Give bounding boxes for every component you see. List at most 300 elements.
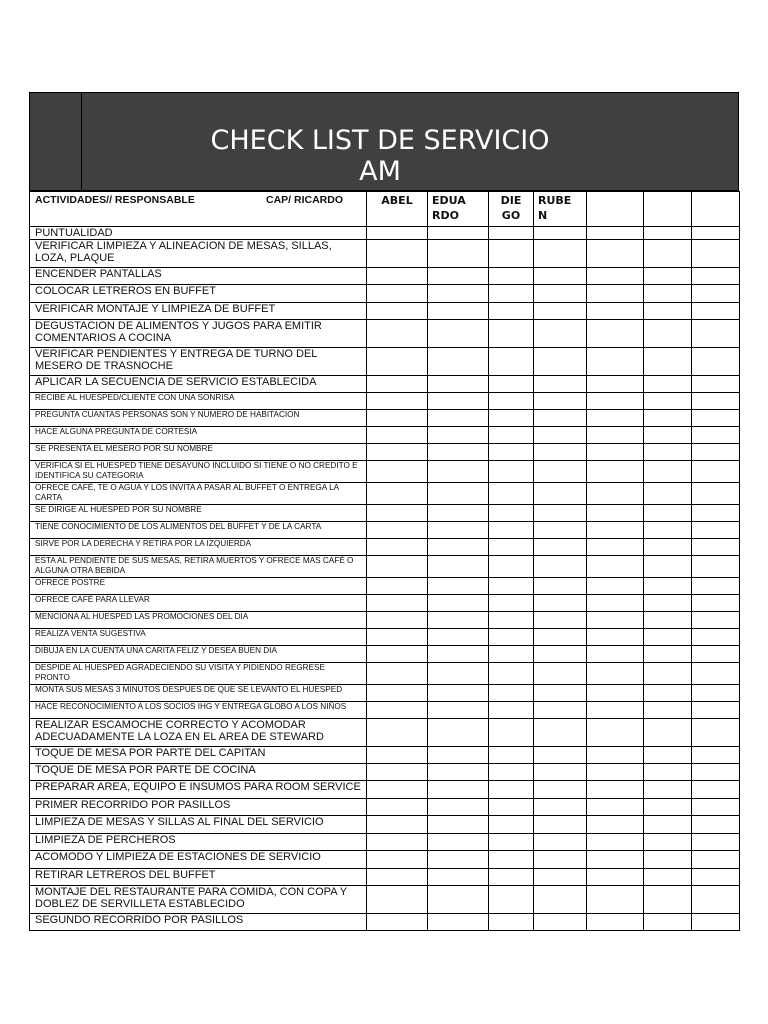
check-cell[interactable] (534, 869, 587, 886)
check-cell[interactable] (489, 834, 534, 851)
check-cell[interactable] (534, 505, 587, 522)
table-row (30, 595, 740, 612)
check-cell[interactable] (587, 719, 644, 747)
table-row (30, 376, 740, 393)
check-cell[interactable] (587, 764, 644, 781)
check-cell[interactable] (644, 747, 692, 764)
check-cell[interactable] (692, 702, 740, 719)
check-cell[interactable] (534, 348, 587, 376)
check-cell[interactable] (587, 227, 644, 240)
check-cell[interactable] (644, 285, 692, 303)
check-cell[interactable] (534, 320, 587, 348)
activity-cell: SIRVE POR LA DERECHA Y RETIRA POR LA IZQUIERDA (30, 539, 367, 556)
check-cell[interactable] (367, 268, 428, 285)
check-cell[interactable] (367, 285, 428, 303)
check-cell[interactable] (692, 663, 740, 685)
table-row (30, 869, 740, 886)
check-cell[interactable] (489, 268, 534, 285)
check-cell[interactable] (489, 522, 534, 539)
check-cell[interactable] (692, 285, 740, 303)
check-cell[interactable] (692, 764, 740, 781)
check-cell[interactable] (489, 410, 534, 427)
checklist-table (29, 191, 740, 931)
check-cell[interactable] (644, 886, 692, 914)
check-cell[interactable] (489, 764, 534, 781)
check-cell[interactable] (644, 629, 692, 646)
check-cell[interactable] (692, 851, 740, 869)
table-row (30, 663, 740, 685)
check-cell[interactable] (367, 816, 428, 834)
check-cell[interactable] (692, 539, 740, 556)
check-cell[interactable] (367, 834, 428, 851)
activity-cell: LIMPIEZA DE PERCHEROS (30, 834, 367, 851)
check-cell[interactable] (489, 869, 534, 886)
check-cell[interactable] (428, 348, 489, 376)
check-cell[interactable] (428, 285, 489, 303)
check-cell[interactable] (692, 869, 740, 886)
check-cell[interactable] (692, 646, 740, 663)
check-cell[interactable] (587, 483, 644, 505)
check-cell[interactable] (692, 348, 740, 376)
check-cell[interactable] (692, 595, 740, 612)
check-cell[interactable] (428, 303, 489, 320)
check-cell[interactable] (587, 556, 644, 578)
check-cell[interactable] (644, 539, 692, 556)
check-cell[interactable] (644, 834, 692, 851)
check-cell[interactable] (428, 595, 489, 612)
check-cell[interactable] (489, 556, 534, 578)
table-row (30, 764, 740, 781)
check-cell[interactable] (692, 393, 740, 410)
check-cell[interactable] (534, 702, 587, 719)
table-row (30, 427, 740, 444)
check-cell[interactable] (489, 227, 534, 240)
check-cell[interactable] (644, 719, 692, 747)
check-cell[interactable] (367, 303, 428, 320)
check-cell[interactable] (587, 320, 644, 348)
check-cell[interactable] (534, 595, 587, 612)
activity-cell: VERIFICAR PENDIENTES Y ENTREGA DE TURNO DEL MESERO DE TRASNOCHE (30, 348, 367, 376)
check-cell[interactable] (692, 886, 740, 914)
check-cell[interactable] (692, 719, 740, 747)
check-cell[interactable] (692, 444, 740, 461)
check-cell[interactable] (587, 702, 644, 719)
check-cell[interactable] (534, 578, 587, 595)
check-cell[interactable] (367, 914, 428, 931)
check-cell[interactable] (692, 578, 740, 595)
check-cell[interactable] (428, 461, 489, 483)
check-cell[interactable] (692, 834, 740, 851)
table-row (30, 285, 740, 303)
check-cell[interactable] (644, 685, 692, 702)
check-cell[interactable] (489, 646, 534, 663)
check-cell[interactable] (587, 393, 644, 410)
check-cell[interactable] (367, 505, 428, 522)
check-cell[interactable] (692, 268, 740, 285)
activity-cell: VERIFICA SI EL HUESPED TIENE DESAYUNO INCLUIDO SI TIENE O NO CREDITO E IDENTIFICA SU CATEGORIA (30, 461, 367, 483)
check-cell[interactable] (644, 595, 692, 612)
check-cell[interactable] (534, 663, 587, 685)
check-cell[interactable] (534, 393, 587, 410)
check-cell[interactable] (534, 444, 587, 461)
check-cell[interactable] (428, 539, 489, 556)
check-cell[interactable] (692, 410, 740, 427)
check-cell[interactable] (489, 539, 534, 556)
check-cell[interactable] (428, 227, 489, 240)
check-cell[interactable] (692, 376, 740, 393)
check-cell[interactable] (367, 799, 428, 816)
check-cell[interactable] (587, 522, 644, 539)
check-cell[interactable] (489, 393, 534, 410)
check-cell[interactable] (428, 427, 489, 444)
check-cell[interactable] (644, 240, 692, 268)
check-cell[interactable] (489, 747, 534, 764)
check-cell[interactable] (489, 505, 534, 522)
check-cell[interactable] (534, 851, 587, 869)
check-cell[interactable] (692, 747, 740, 764)
check-cell[interactable] (489, 719, 534, 747)
check-cell[interactable] (534, 764, 587, 781)
check-cell[interactable] (367, 393, 428, 410)
check-cell[interactable] (428, 886, 489, 914)
check-cell[interactable] (644, 505, 692, 522)
check-cell[interactable] (644, 764, 692, 781)
check-cell[interactable] (644, 851, 692, 869)
check-cell[interactable] (587, 376, 644, 393)
check-cell[interactable] (534, 556, 587, 578)
check-cell[interactable] (489, 886, 534, 914)
check-cell[interactable] (428, 914, 489, 931)
check-cell[interactable] (534, 781, 587, 799)
check-cell[interactable] (428, 702, 489, 719)
check-cell[interactable] (587, 646, 644, 663)
check-cell[interactable] (534, 240, 587, 268)
check-cell[interactable] (534, 799, 587, 816)
check-cell[interactable] (428, 747, 489, 764)
check-cell[interactable] (534, 227, 587, 240)
check-cell[interactable] (644, 816, 692, 834)
check-cell[interactable] (644, 227, 692, 240)
check-cell[interactable] (587, 539, 644, 556)
check-cell[interactable] (534, 539, 587, 556)
check-cell[interactable] (367, 376, 428, 393)
check-cell[interactable] (644, 612, 692, 629)
check-cell[interactable] (367, 595, 428, 612)
check-cell[interactable] (644, 646, 692, 663)
check-cell[interactable] (587, 685, 644, 702)
check-cell[interactable] (587, 285, 644, 303)
check-cell[interactable] (692, 685, 740, 702)
check-cell[interactable] (587, 444, 644, 461)
check-cell[interactable] (644, 444, 692, 461)
captain-header: CAP/ RICARDO (266, 194, 344, 206)
check-cell[interactable] (428, 834, 489, 851)
check-cell[interactable] (644, 522, 692, 539)
check-cell[interactable] (489, 427, 534, 444)
check-cell[interactable] (489, 799, 534, 816)
check-cell[interactable] (367, 410, 428, 427)
check-cell[interactable] (534, 646, 587, 663)
check-cell[interactable] (367, 663, 428, 685)
check-cell[interactable] (587, 886, 644, 914)
check-cell[interactable] (428, 522, 489, 539)
check-cell[interactable] (534, 747, 587, 764)
check-cell[interactable] (428, 799, 489, 816)
check-cell[interactable] (587, 612, 644, 629)
check-cell[interactable] (367, 427, 428, 444)
check-cell[interactable] (489, 663, 534, 685)
check-cell[interactable] (367, 646, 428, 663)
check-cell[interactable] (428, 268, 489, 285)
check-cell[interactable] (692, 612, 740, 629)
activity-cell: REALIZAR ESCAMOCHE CORRECTO Y ACOMODAR ADECUADAMENTE LA LOZA EN EL AREA DE STEWARD (30, 719, 367, 747)
check-cell[interactable] (587, 747, 644, 764)
check-cell[interactable] (428, 629, 489, 646)
check-cell[interactable] (587, 629, 644, 646)
check-cell[interactable] (428, 578, 489, 595)
activity-cell: ACOMODO Y LIMPIEZA DE ESTACIONES DE SERVICIO (30, 851, 367, 869)
check-cell[interactable] (644, 914, 692, 931)
check-cell[interactable] (534, 376, 587, 393)
check-cell[interactable] (489, 461, 534, 483)
check-cell[interactable] (644, 348, 692, 376)
check-cell[interactable] (367, 539, 428, 556)
table-row (30, 685, 740, 702)
check-cell[interactable] (367, 483, 428, 505)
check-cell[interactable] (428, 685, 489, 702)
check-cell[interactable] (428, 240, 489, 268)
check-cell[interactable] (489, 578, 534, 595)
check-cell[interactable] (534, 410, 587, 427)
check-cell[interactable] (587, 663, 644, 685)
check-cell[interactable] (587, 914, 644, 931)
check-cell[interactable] (692, 799, 740, 816)
check-cell[interactable] (644, 268, 692, 285)
check-cell[interactable] (534, 719, 587, 747)
check-cell[interactable] (489, 285, 534, 303)
check-cell[interactable] (367, 461, 428, 483)
check-cell[interactable] (428, 764, 489, 781)
check-cell[interactable] (367, 444, 428, 461)
check-cell[interactable] (587, 427, 644, 444)
activities-header-label: ACTIVIDADES// RESPONSABLE (35, 194, 195, 206)
activity-cell: DESPIDE AL HUESPED AGRADECIENDO SU VISITA Y PIDIENDO REGRESE PRONTO (30, 663, 367, 685)
check-cell[interactable] (587, 461, 644, 483)
check-cell[interactable] (428, 869, 489, 886)
check-cell[interactable] (587, 851, 644, 869)
check-cell[interactable] (587, 781, 644, 799)
check-cell[interactable] (367, 320, 428, 348)
check-cell[interactable] (644, 303, 692, 320)
check-cell[interactable] (367, 348, 428, 376)
check-cell[interactable] (489, 240, 534, 268)
table-row (30, 522, 740, 539)
check-cell[interactable] (428, 444, 489, 461)
check-cell[interactable] (534, 629, 587, 646)
check-cell[interactable] (644, 799, 692, 816)
check-cell[interactable] (587, 595, 644, 612)
check-cell[interactable] (428, 719, 489, 747)
check-cell[interactable] (489, 320, 534, 348)
check-cell[interactable] (428, 612, 489, 629)
check-cell[interactable] (367, 240, 428, 268)
check-cell[interactable] (644, 578, 692, 595)
check-cell[interactable] (428, 393, 489, 410)
check-cell[interactable] (692, 629, 740, 646)
check-cell[interactable] (428, 376, 489, 393)
table-row (30, 240, 740, 268)
check-cell[interactable] (367, 578, 428, 595)
table-row (30, 851, 740, 869)
check-cell[interactable] (692, 505, 740, 522)
check-cell[interactable] (489, 781, 534, 799)
check-cell[interactable] (587, 505, 644, 522)
check-cell[interactable] (489, 685, 534, 702)
check-cell[interactable] (534, 914, 587, 931)
check-cell[interactable] (367, 629, 428, 646)
check-cell[interactable] (534, 834, 587, 851)
activity-cell: OFRECE CAFÉ PARA LLEVAR (30, 595, 367, 612)
check-cell[interactable] (534, 522, 587, 539)
table-row (30, 914, 740, 931)
check-cell[interactable] (367, 685, 428, 702)
check-cell[interactable] (692, 522, 740, 539)
check-cell[interactable] (587, 240, 644, 268)
check-cell[interactable] (367, 556, 428, 578)
check-cell[interactable] (428, 483, 489, 505)
check-cell[interactable] (587, 799, 644, 816)
check-cell[interactable] (534, 285, 587, 303)
check-cell[interactable] (367, 764, 428, 781)
table-row (30, 320, 740, 348)
check-cell[interactable] (644, 461, 692, 483)
check-cell[interactable] (428, 816, 489, 834)
check-cell[interactable] (644, 483, 692, 505)
check-cell[interactable] (367, 851, 428, 869)
activity-cell: MONTAJE DEL RESTAURANTE PARA COMIDA, CON COPA Y DOBLEZ DE SERVILLETA ESTABLECIDO (30, 886, 367, 914)
check-cell[interactable] (428, 320, 489, 348)
check-cell[interactable] (587, 869, 644, 886)
check-cell[interactable] (428, 851, 489, 869)
check-cell[interactable] (534, 612, 587, 629)
check-cell[interactable] (534, 886, 587, 914)
check-cell[interactable] (692, 781, 740, 799)
table-row (30, 303, 740, 320)
check-cell[interactable] (489, 629, 534, 646)
activity-cell: RECIBE AL HUESPED/CLIENTE CON UNA SONRISA (30, 393, 367, 410)
check-cell[interactable] (534, 816, 587, 834)
check-cell[interactable] (367, 747, 428, 764)
check-cell[interactable] (489, 483, 534, 505)
check-cell[interactable] (367, 702, 428, 719)
check-cell[interactable] (367, 886, 428, 914)
check-cell[interactable] (692, 914, 740, 931)
check-cell[interactable] (692, 556, 740, 578)
activity-cell: APLICAR LA SECUENCIA DE SERVICIO ESTABLECIDA (30, 376, 367, 393)
table-row (30, 539, 740, 556)
check-cell[interactable] (489, 851, 534, 869)
check-cell[interactable] (367, 781, 428, 799)
activity-cell: PRIMER RECORRIDO POR PASILLOS (30, 799, 367, 816)
check-cell[interactable] (692, 461, 740, 483)
check-cell[interactable] (367, 869, 428, 886)
check-cell[interactable] (587, 578, 644, 595)
name-header-blank (587, 192, 644, 227)
check-cell[interactable] (644, 376, 692, 393)
check-cell[interactable] (428, 505, 489, 522)
check-cell[interactable] (644, 663, 692, 685)
check-cell[interactable] (644, 869, 692, 886)
activity-cell: OFRECE CAFÉ, TE O AGUA Y LOS INVITA A PASAR AL BUFFET O ENTREGA LA CARTA (30, 483, 367, 505)
check-cell[interactable] (489, 702, 534, 719)
activity-cell: HACE RECONOCIMIENTO A LOS SOCIOS IHG Y ENTREGA GLOBO A LOS NIÑOS (30, 702, 367, 719)
check-cell[interactable] (367, 227, 428, 240)
check-cell[interactable] (587, 816, 644, 834)
table-row (30, 393, 740, 410)
check-cell[interactable] (587, 303, 644, 320)
check-cell[interactable] (692, 303, 740, 320)
check-cell[interactable] (587, 834, 644, 851)
check-cell[interactable] (692, 483, 740, 505)
table-row (30, 781, 740, 799)
check-cell[interactable] (644, 702, 692, 719)
check-cell[interactable] (489, 303, 534, 320)
check-cell[interactable] (692, 240, 740, 268)
check-cell[interactable] (428, 556, 489, 578)
check-cell[interactable] (489, 612, 534, 629)
check-cell[interactable] (644, 427, 692, 444)
check-cell[interactable] (367, 612, 428, 629)
check-cell[interactable] (692, 320, 740, 348)
check-cell[interactable] (367, 719, 428, 747)
check-cell[interactable] (587, 348, 644, 376)
check-cell[interactable] (534, 427, 587, 444)
activity-cell: TOQUE DE MESA POR PARTE DE COCINA (30, 764, 367, 781)
check-cell[interactable] (692, 816, 740, 834)
check-cell[interactable] (644, 320, 692, 348)
check-cell[interactable] (489, 376, 534, 393)
check-cell[interactable] (534, 461, 587, 483)
check-cell[interactable] (644, 410, 692, 427)
check-cell[interactable] (692, 227, 740, 240)
check-cell[interactable] (644, 393, 692, 410)
check-cell[interactable] (428, 410, 489, 427)
check-cell[interactable] (534, 685, 587, 702)
table-row (30, 612, 740, 629)
check-cell[interactable] (489, 914, 534, 931)
activity-cell: OFRECE POSTRE (30, 578, 367, 595)
check-cell[interactable] (534, 483, 587, 505)
check-cell[interactable] (489, 816, 534, 834)
check-cell[interactable] (587, 410, 644, 427)
check-cell[interactable] (428, 663, 489, 685)
check-cell[interactable] (489, 348, 534, 376)
check-cell[interactable] (534, 268, 587, 285)
check-cell[interactable] (489, 595, 534, 612)
activity-cell: DIBUJA EN LA CUENTA UNA CARITA FELIZ Y DESEA BUEN DIA (30, 646, 367, 663)
check-cell[interactable] (428, 646, 489, 663)
check-cell[interactable] (428, 781, 489, 799)
table-row (30, 646, 740, 663)
check-cell[interactable] (367, 522, 428, 539)
check-cell[interactable] (587, 268, 644, 285)
check-cell[interactable] (644, 556, 692, 578)
check-cell[interactable] (489, 444, 534, 461)
title-banner (29, 92, 739, 191)
check-cell[interactable] (692, 427, 740, 444)
check-cell[interactable] (534, 303, 587, 320)
check-cell[interactable] (644, 781, 692, 799)
